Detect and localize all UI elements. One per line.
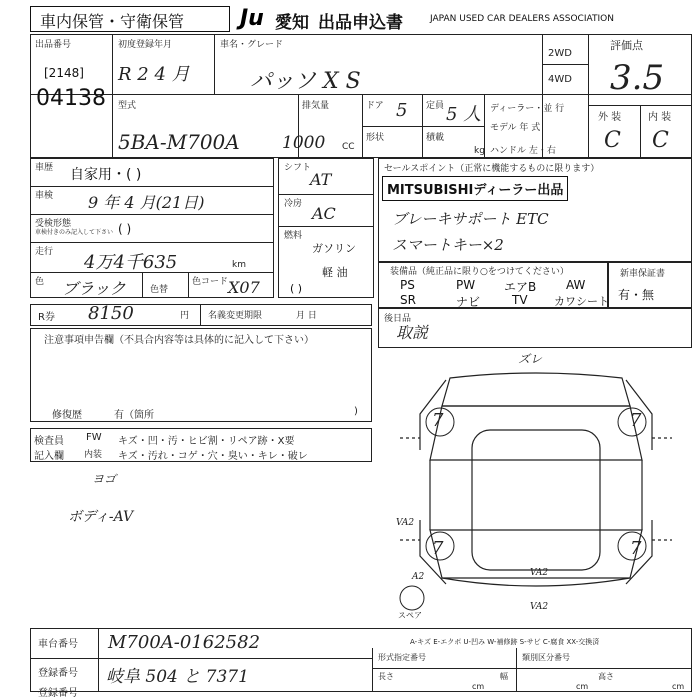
sales-point-2: スマートキー×2 — [392, 236, 504, 254]
first-reg-value: R 2 4 月 — [118, 64, 190, 85]
mileage-label: 走行 — [35, 247, 54, 257]
lot-number: 04138 — [36, 86, 106, 111]
car-history-label: 車歴 — [35, 163, 54, 173]
lot-label: 出品番号 — [35, 40, 72, 50]
grade-label: 評価点 — [610, 39, 643, 52]
doors-label: ドア — [366, 101, 384, 111]
width-label: 幅 — [500, 672, 508, 681]
warranty-value: 有・無 — [618, 288, 655, 302]
chassis-label: 車台番号 — [38, 639, 78, 650]
height-label: 高さ — [598, 672, 614, 681]
diagram-mark-3: 7 — [432, 538, 444, 559]
cooling-value: AC — [312, 204, 336, 223]
color-change-label: 色替 — [150, 285, 169, 295]
repair-close: ) — [354, 406, 358, 417]
receipt-label: 受検形態 — [35, 219, 72, 229]
ju-logo: Ju — [240, 6, 264, 31]
inspector-hand-2: ボディ-AV — [68, 509, 134, 525]
storage-text: 車内保管・守衛保管 — [40, 12, 185, 31]
diagram-spare: スペア — [398, 611, 422, 620]
warranty-label: 新車保証書 — [620, 269, 666, 279]
equip-leather-seat: カワシート — [554, 295, 609, 308]
diagram-side-label: VA2 — [396, 518, 415, 528]
sales-point-1: ブレーキサポート ETC — [392, 210, 549, 228]
diagram-mark-2: 7 — [630, 410, 642, 431]
inspector-label-2: 記入欄 — [34, 451, 64, 462]
type-label: 類別区分番号 — [522, 653, 570, 662]
shape-label: 形状 — [366, 133, 385, 143]
capacity-value: 5 人 — [446, 104, 482, 125]
mileage-unit: km — [232, 260, 246, 270]
notes-label: 注意事項申告欄（不具合内容等は具体的に記入して下さい） — [44, 335, 314, 346]
aichi-text: 愛知 — [275, 13, 309, 33]
car-history-value: 自家用・( ) — [70, 167, 142, 183]
mileage-value: 4万4千635 — [84, 252, 178, 273]
load-label: 積載 — [426, 133, 445, 143]
length-unit: cm — [472, 682, 485, 691]
displacement-unit: CC — [342, 142, 355, 152]
equip-aw: AW — [566, 278, 586, 292]
inspector-hand-1: ヨゴ — [92, 472, 117, 486]
fuel-label: 燃料 — [284, 231, 303, 241]
displacement-label: 排気量 — [302, 101, 330, 111]
equip-airbag: エアB — [504, 280, 537, 294]
capacity-label: 定員 — [426, 101, 445, 111]
repair-label: 修復歴 — [52, 410, 82, 421]
diagram-a2: A2 — [412, 572, 425, 582]
diagram-mark-4: 7 — [630, 538, 642, 559]
drive-2wd: 2WD — [548, 48, 572, 59]
handle-label: ハンドル 左・右 — [490, 146, 556, 156]
first-reg-label: 初度登録年月 — [118, 40, 173, 50]
model-year-label: モデル 年 式 — [490, 123, 541, 133]
name-change-label: 名義変更期限 — [208, 311, 263, 321]
drive-4wd: 4WD — [548, 74, 572, 85]
exterior-label: 外 装 — [598, 112, 622, 123]
color-value: ブラック — [62, 279, 126, 298]
color-code-value: X07 — [228, 278, 260, 297]
equip-ps: PS — [400, 278, 415, 292]
inspector-label-1: 検査員 — [34, 436, 64, 447]
interior-label: 内 装 — [648, 112, 672, 123]
repair-value: 有（箇所 — [114, 410, 154, 421]
diagram-mark-1: 7 — [432, 410, 444, 431]
width-unit: cm — [576, 682, 589, 691]
chassis-value: M700A-0162582 — [108, 632, 261, 653]
car-diagram — [380, 350, 692, 626]
color-code-label: 色コード — [192, 277, 229, 287]
inspector-int-row: キズ・汚れ・コゲ・穴・臭い・キレ・破レ — [118, 451, 308, 462]
shift-value: AT — [310, 170, 332, 189]
shift-label: シフト — [284, 163, 312, 173]
equip-sr: SR — [400, 293, 416, 307]
plate-value: 岐阜 504 と 7371 — [106, 667, 249, 687]
fuel-diesel: 軽 油 — [322, 266, 348, 279]
later-value: 取説 — [396, 323, 429, 342]
dealer-label: ディーラー・並 行 — [490, 104, 565, 114]
sales-label: セールスポイント（正常に機能するものに限ります） — [384, 164, 600, 174]
car-name-label: 車名・グレード — [220, 40, 284, 50]
spec-label: 形式指定番号 — [378, 653, 426, 662]
receipt-note: 車検付きのみ記入して下さい — [35, 229, 114, 236]
r-ticket-unit: 円 — [180, 311, 190, 321]
equipment-label: 装備品（純正品に限り○をつけてください） — [390, 267, 569, 277]
exterior-value: C — [604, 128, 621, 153]
equip-navi: ナビ — [456, 295, 481, 309]
later-label: 後日品 — [384, 314, 412, 324]
length-label: 長さ — [378, 672, 394, 681]
inspector-fw: FW — [86, 432, 102, 443]
color-label: 色 — [35, 277, 45, 287]
diagram-top-note: ズレ — [518, 352, 543, 366]
equip-tv: TV — [512, 293, 528, 307]
grade-value: 3.5 — [610, 58, 665, 98]
equip-pw: PW — [456, 278, 476, 292]
model-label: 型式 — [118, 101, 137, 111]
diagram-bottom-label: VA2 — [530, 568, 549, 578]
name-change-value: 月 日 — [296, 311, 317, 321]
diagram-bottom-label-2: VA2 — [530, 602, 549, 612]
dealer-tag: MITSUBISHIディーラー出品 — [382, 176, 568, 201]
displacement-value: 1000 — [282, 133, 326, 153]
car-name-value: パッソ X S — [250, 69, 361, 94]
plate2-label: 登録番号 — [38, 688, 78, 699]
height-unit: cm — [672, 682, 685, 691]
form-title: 出品申込書 — [318, 13, 403, 33]
r-ticket-box — [30, 304, 372, 326]
r-ticket-value: 8150 — [88, 303, 134, 324]
load-unit: kg — [474, 146, 485, 156]
association-name: JAPAN USED CAR DEALERS ASSOCIATION — [430, 14, 614, 24]
r-ticket-label: R券 — [38, 312, 55, 323]
doors-value: 5 — [396, 100, 408, 121]
inspection-value: 9 年 4 月(21日) — [88, 193, 205, 212]
model-value: 5BA-M700A — [118, 130, 240, 154]
lot-bracket: [2148] — [44, 66, 84, 80]
diagram-legend: A-キズ E-エクボ U-凹み W-補修跡 S-サビ C-腐食 XX-交換済 — [410, 638, 600, 646]
fuel-gas: ガソリン — [312, 242, 356, 255]
inspector-interior: 内装 — [84, 450, 103, 460]
interior-value: C — [652, 128, 669, 153]
inspector-ext-row: キズ・凹・汚・ヒビ割・リペア跡・X要 — [118, 436, 295, 447]
inspection-label: 車検 — [35, 191, 54, 201]
plate-label: 登録番号 — [38, 668, 78, 679]
fuel-paren: ( ) — [290, 282, 303, 295]
cooling-label: 冷房 — [284, 199, 303, 209]
receipt-value: ( ) — [118, 222, 132, 236]
